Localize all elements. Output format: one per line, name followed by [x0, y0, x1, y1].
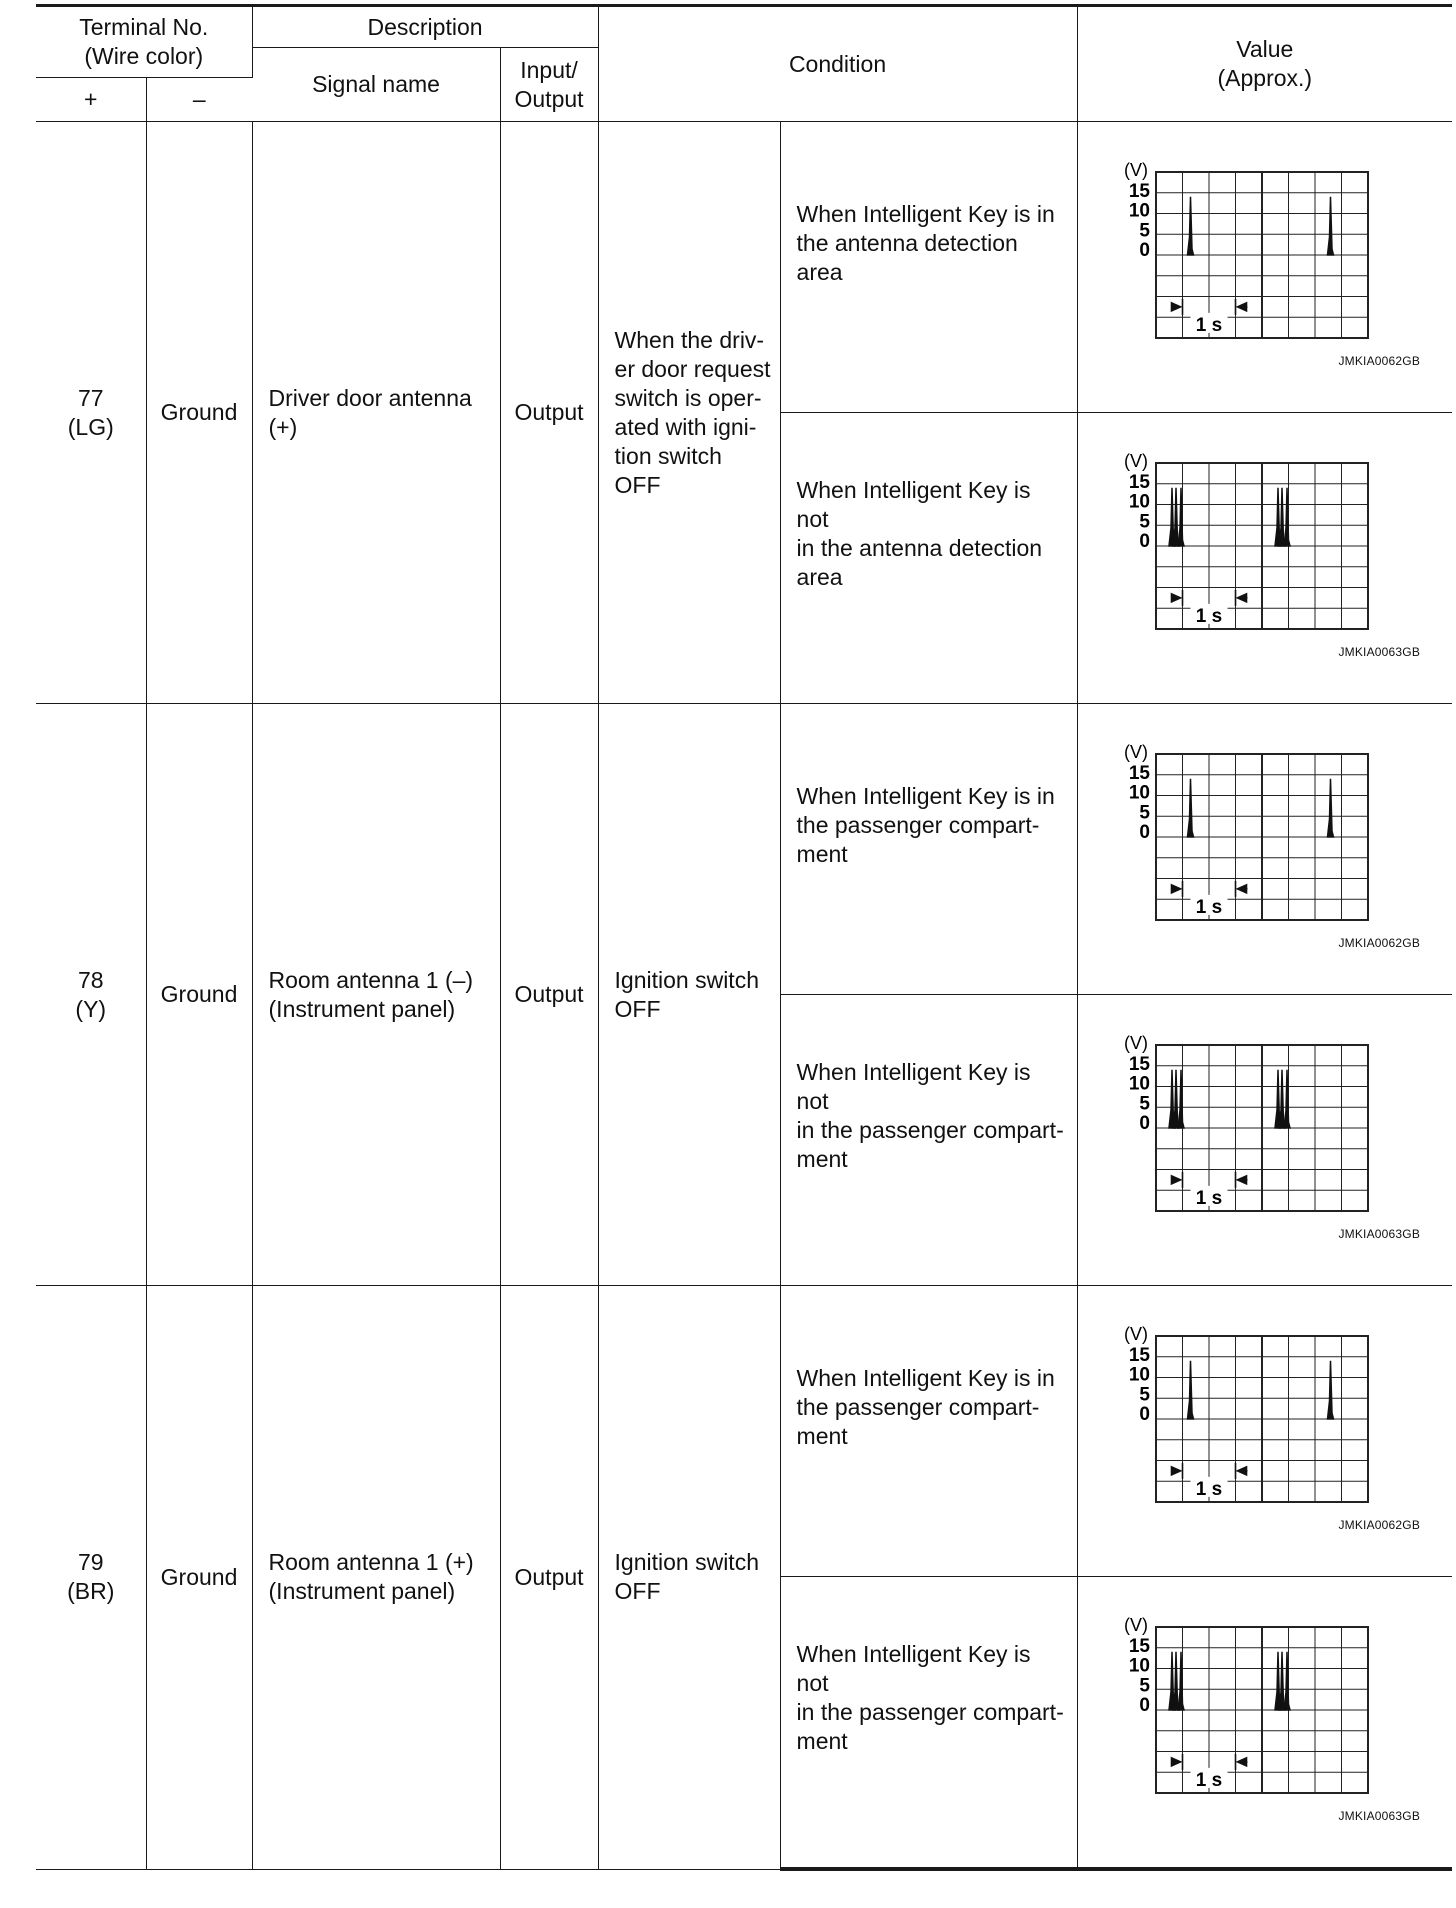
- condition-line: er door request: [614, 355, 771, 382]
- sub-condition-text: [797, 782, 1069, 869]
- description-header: Description: [252, 6, 598, 48]
- sub-condition-line: ment: [796, 840, 848, 867]
- table-row: [36, 122, 1452, 413]
- condition-line: switch is oper-: [614, 384, 762, 411]
- figure-caption: JMKIA0062GB: [1338, 936, 1421, 950]
- condition-line: tion switch: [614, 442, 722, 469]
- sub-condition-line: When Intelligent Key is not: [796, 1641, 1031, 1696]
- wire-color: (BR): [67, 1578, 115, 1605]
- waveform-pulse: [1284, 488, 1290, 546]
- waveform-tick-label: 5: [1138, 802, 1150, 824]
- ground-cell: Ground: [146, 704, 252, 1286]
- value-cell: [1077, 1577, 1452, 1870]
- waveform-tick-label: 5: [1138, 220, 1150, 242]
- terminal-cell: [36, 1286, 146, 1870]
- signal-name-line-2: (Instrument panel): [268, 995, 456, 1022]
- waveform-pulse: [1187, 197, 1193, 255]
- io-cell: Output: [500, 122, 598, 704]
- input-output-label-2: Output: [514, 85, 584, 112]
- time-arrow-left-head: [1171, 1758, 1180, 1766]
- time-scale-label: 1 s: [1195, 896, 1222, 918]
- sub-condition-cell: [780, 1577, 1077, 1870]
- waveform-graph: [1078, 704, 1453, 994]
- waveform-tick-label: 0: [1138, 1695, 1150, 1716]
- wire-color-label: (Wire color): [84, 43, 204, 69]
- waveform-pulse: [1284, 1652, 1290, 1710]
- waveform-unit-label: (V): [1123, 1324, 1148, 1344]
- sub-condition-line: ment: [796, 1422, 848, 1449]
- value-label: Value: [1236, 36, 1294, 62]
- sub-condition-line: When Intelligent Key is in: [796, 782, 1055, 809]
- waveform-pulse: [1327, 779, 1333, 837]
- figure-caption: JMKIA0063GB: [1338, 645, 1421, 659]
- ground-cell: Ground: [146, 1286, 252, 1870]
- waveform-graph: [1078, 413, 1453, 703]
- signal-name-line-1: Driver door antenna: [268, 384, 472, 411]
- figure-caption: JMKIA0062GB: [1338, 1518, 1421, 1532]
- minus-header: –: [146, 78, 252, 122]
- sub-condition-cell: [780, 122, 1077, 413]
- waveform-tick-label: 5: [1138, 511, 1150, 533]
- waveform-pulse: [1187, 1361, 1193, 1419]
- time-scale-label: 1 s: [1195, 1769, 1222, 1791]
- signal-name-cell: [252, 1286, 500, 1870]
- time-arrow-left-head: [1171, 1467, 1180, 1475]
- table-body: [36, 122, 1452, 1870]
- waveform-tick-label: 0: [1138, 822, 1150, 843]
- sub-condition-line: the passenger compart-: [796, 1393, 1040, 1420]
- sub-condition-text: [797, 476, 1069, 592]
- condition-line: OFF: [614, 471, 661, 498]
- time-arrow-left-head: [1171, 303, 1180, 311]
- figure-caption: JMKIA0062GB: [1338, 354, 1421, 368]
- condition-line: Ignition switch: [614, 966, 759, 993]
- condition-line: OFF: [614, 995, 661, 1022]
- figure-caption: JMKIA0063GB: [1338, 1227, 1421, 1241]
- waveform-pulse: [1173, 1070, 1179, 1128]
- waveform-pulse: [1279, 1070, 1285, 1128]
- waveform-unit-label: (V): [1123, 451, 1148, 471]
- waveform-grid: [1156, 1627, 1368, 1793]
- signal-name-line-2: (Instrument panel): [268, 1578, 456, 1605]
- waveform-tick-label: 15: [1128, 471, 1150, 493]
- waveform-tick-label: 15: [1128, 180, 1150, 202]
- waveform-tick-label: 0: [1138, 1113, 1150, 1134]
- sub-condition-line: ment: [796, 1146, 848, 1172]
- value-cell: [1077, 1286, 1452, 1577]
- waveform-tick-label: 10: [1128, 1073, 1150, 1095]
- signal-name-line-2: (+): [268, 413, 298, 440]
- time-scale-label: 1 s: [1195, 1478, 1222, 1500]
- sub-condition-text: [797, 200, 1069, 287]
- waveform-unit-label: (V): [1123, 1615, 1148, 1635]
- sub-condition-line: When Intelligent Key is in: [796, 1364, 1055, 1391]
- sub-condition-text: [797, 1058, 1069, 1174]
- signal-name-line-1: Room antenna 1 (+): [268, 1549, 474, 1576]
- value-header: [1077, 6, 1452, 122]
- terminal-cell: [36, 122, 146, 704]
- waveform-tick-label: 10: [1128, 491, 1150, 513]
- sub-condition-line: the passenger compart-: [796, 811, 1040, 838]
- waveform-unit-label: (V): [1123, 1033, 1148, 1053]
- condition-cell: [598, 704, 780, 1286]
- time-arrow-right-head: [1237, 885, 1246, 893]
- waveform-pulse: [1178, 488, 1184, 546]
- condition-cell: [598, 1286, 780, 1870]
- condition-line: OFF: [614, 1578, 661, 1605]
- waveform-pulse: [1327, 197, 1333, 255]
- condition-header: Condition: [598, 6, 1077, 122]
- time-scale-label: 1 s: [1195, 605, 1222, 627]
- waveform-tick-label: 10: [1128, 200, 1150, 222]
- terminal-no-header: [36, 6, 252, 78]
- sub-condition-text: [797, 1364, 1069, 1451]
- waveform-tick-label: 0: [1138, 531, 1150, 552]
- sub-condition-line: When Intelligent Key is in: [796, 200, 1055, 227]
- waveform-tick-label: 5: [1138, 1384, 1150, 1406]
- sub-condition-line: When Intelligent Key is not: [796, 477, 1031, 532]
- waveform-pulse: [1178, 1652, 1184, 1710]
- waveform-pulse: [1187, 779, 1193, 837]
- time-arrow-left-head: [1171, 885, 1180, 893]
- figure-caption: JMKIA0063GB: [1338, 1809, 1421, 1823]
- waveform-grid: [1156, 463, 1368, 629]
- waveform-trace: [1169, 488, 1290, 546]
- waveform-trace: [1169, 1070, 1290, 1128]
- waveform-unit-label: (V): [1123, 742, 1148, 762]
- waveform-tick-label: 10: [1128, 1655, 1150, 1677]
- wire-color: (LG): [67, 413, 114, 440]
- time-scale-label: 1 s: [1195, 1187, 1222, 1209]
- waveform-tick-label: 15: [1128, 1053, 1150, 1075]
- sub-condition-line: area: [796, 564, 843, 590]
- sub-condition-text: [797, 1640, 1069, 1756]
- sub-condition-cell: [780, 1286, 1077, 1577]
- time-scale-label: 1 s: [1195, 314, 1222, 336]
- terminal-number: 78: [77, 966, 104, 993]
- waveform-pulse: [1178, 1070, 1184, 1128]
- sub-condition-line: in the passenger compart-: [796, 1117, 1064, 1143]
- waveform-graph: [1078, 122, 1453, 412]
- io-cell: Output: [500, 1286, 598, 1870]
- table-row: [36, 1286, 1452, 1577]
- waveform-tick-label: 0: [1138, 240, 1150, 261]
- sub-condition-line: area: [796, 258, 843, 285]
- value-cell: [1077, 122, 1452, 413]
- table-row: [36, 704, 1452, 995]
- approx-label: (Approx.): [1217, 65, 1313, 91]
- signal-name-cell: [252, 122, 500, 704]
- sub-condition-cell: [780, 995, 1077, 1286]
- waveform-pulse: [1327, 1361, 1333, 1419]
- time-arrow-right-head: [1237, 1467, 1246, 1475]
- waveform-tick-label: 15: [1128, 762, 1150, 784]
- input-output-header: [500, 48, 598, 122]
- value-cell: [1077, 413, 1452, 704]
- waveform-graph: [1078, 1286, 1453, 1576]
- waveform-tick-label: 0: [1138, 1404, 1150, 1425]
- io-cell: Output: [500, 704, 598, 1286]
- waveform-pulse: [1284, 1070, 1290, 1128]
- value-cell: [1077, 704, 1452, 995]
- signal-name-cell: [252, 704, 500, 1286]
- time-arrow-right-head: [1237, 1758, 1246, 1766]
- sub-condition-line: When Intelligent Key is not: [796, 1059, 1031, 1114]
- time-arrow-left-head: [1171, 594, 1180, 602]
- waveform-graph: [1078, 1577, 1453, 1867]
- sub-condition-line: in the passenger compart-: [796, 1699, 1064, 1725]
- plus-header: +: [36, 78, 146, 122]
- terminal-cell: [36, 704, 146, 1286]
- condition-cell: [598, 122, 780, 704]
- input-output-label-1: Input/: [520, 56, 578, 83]
- value-cell: [1077, 995, 1452, 1286]
- sub-condition-cell: [780, 704, 1077, 995]
- waveform-graph: [1078, 995, 1453, 1285]
- waveform-tick-label: 15: [1128, 1344, 1150, 1366]
- waveform-tick-label: 5: [1138, 1093, 1150, 1115]
- waveform-tick-label: 10: [1128, 782, 1150, 804]
- wire-color: (Y): [75, 995, 107, 1022]
- time-arrow-right-head: [1237, 594, 1246, 602]
- waveform-tick-label: 5: [1138, 1675, 1150, 1697]
- waveform-tick-label: 15: [1128, 1635, 1150, 1657]
- ground-cell: Ground: [146, 122, 252, 704]
- waveform-pulse: [1279, 1652, 1285, 1710]
- waveform-grid: [1156, 1045, 1368, 1211]
- waveform-unit-label: (V): [1123, 160, 1148, 180]
- waveform-tick-label: 10: [1128, 1364, 1150, 1386]
- waveform-pulse: [1279, 488, 1285, 546]
- waveform-pulse: [1173, 1652, 1179, 1710]
- waveform-trace: [1169, 1652, 1290, 1710]
- time-arrow-left-head: [1171, 1176, 1180, 1184]
- condition-line: When the driv-: [614, 326, 765, 353]
- signal-name-header: Signal name: [252, 48, 500, 122]
- signal-name-line-1: Room antenna 1 (–): [268, 966, 474, 993]
- time-arrow-right-head: [1237, 1176, 1246, 1184]
- sub-condition-line: in the antenna detection: [796, 535, 1043, 561]
- sub-condition-line: the antenna detection: [796, 229, 1018, 256]
- terminal-no-label: Terminal No.: [79, 14, 209, 40]
- terminal-spec-table: [36, 4, 1452, 1871]
- time-arrow-right-head: [1237, 303, 1246, 311]
- sub-condition-cell: [780, 413, 1077, 704]
- terminal-number: 79: [77, 1549, 104, 1576]
- condition-line: Ignition switch: [614, 1549, 759, 1576]
- waveform-pulse: [1173, 488, 1179, 546]
- sub-condition-line: ment: [796, 1728, 848, 1754]
- terminal-number: 77: [77, 384, 104, 411]
- condition-line: ated with igni-: [614, 413, 757, 440]
